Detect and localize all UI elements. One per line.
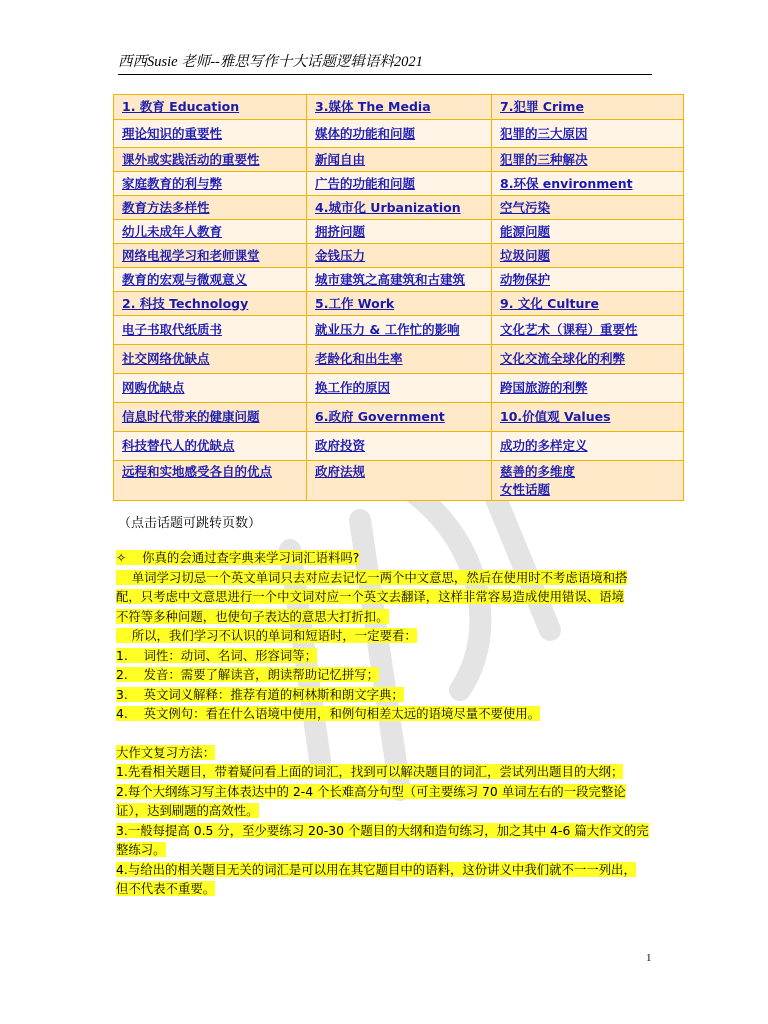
topic-link[interactable] bbox=[492, 172, 684, 196]
topic-label[interactable]: 9. 文化 Culture bbox=[500, 295, 600, 311]
topic-link[interactable] bbox=[307, 148, 492, 172]
paragraph-line: 4.与给出的相关题目无关的词汇是可以用在其它题目中的语料，这份讲义中我们就不一一列出， bbox=[116, 861, 636, 877]
topics-table bbox=[113, 94, 684, 501]
topic-label[interactable]: 慈善的多维度 bbox=[500, 464, 576, 479]
topic-label[interactable]: 犯罪的三种解决 bbox=[500, 151, 588, 167]
topic-link[interactable] bbox=[492, 244, 684, 268]
topic-link[interactable] bbox=[307, 461, 492, 501]
table-row bbox=[114, 403, 684, 432]
topic-link[interactable] bbox=[307, 345, 492, 374]
topic-link[interactable] bbox=[307, 220, 492, 244]
topic-label[interactable]: 家庭教育的利与弊 bbox=[122, 175, 223, 191]
topic-label[interactable]: 3.媒体 The Media bbox=[315, 99, 431, 114]
topic-label[interactable]: 教育的宏观与微观意义 bbox=[122, 271, 248, 287]
topic-label[interactable]: 5.工作 Work bbox=[315, 295, 395, 311]
table-row bbox=[114, 95, 684, 120]
topic-link[interactable] bbox=[492, 95, 684, 120]
table-row bbox=[114, 292, 684, 316]
topic-link[interactable] bbox=[114, 220, 307, 244]
topic-link[interactable] bbox=[307, 432, 492, 461]
topic-link[interactable] bbox=[114, 244, 307, 268]
table-row bbox=[114, 120, 684, 148]
question-line: ✧ 你真的会通过查字典来学习词汇语料吗? bbox=[116, 550, 360, 565]
topic-label[interactable]: 信息时代带来的健康问题 bbox=[122, 409, 260, 424]
topic-label[interactable]: 网购优缺点 bbox=[122, 380, 185, 395]
paragraph-line: 整练习。 bbox=[116, 842, 166, 857]
paragraph-line: 证），达到刷题的高效性。 bbox=[116, 803, 259, 818]
topic-link[interactable] bbox=[114, 316, 307, 345]
topic-label[interactable]: 金钱压力 bbox=[315, 247, 366, 263]
table-row bbox=[114, 374, 684, 403]
topic-label[interactable]: 文化交流全球化的利弊 bbox=[500, 351, 626, 366]
table-row bbox=[114, 196, 684, 220]
paragraph-line: 但不代表不重要。 bbox=[116, 881, 216, 896]
topic-link[interactable] bbox=[114, 148, 307, 172]
topic-label[interactable]: 10.价值观 Values bbox=[500, 409, 611, 424]
topic-link[interactable] bbox=[492, 120, 684, 148]
topic-link[interactable] bbox=[492, 220, 684, 244]
table-row bbox=[114, 244, 684, 268]
topic-link[interactable] bbox=[114, 292, 307, 316]
topic-link[interactable] bbox=[114, 461, 307, 501]
paragraph-line: 不符等多种问题，也使句子表达的意思大打折扣。 bbox=[116, 608, 389, 624]
paragraph-line: 1.先看相关题目，带着疑问看上面的词汇，找到可以解决题目的词汇，尝试列出题目的大纲； bbox=[116, 764, 624, 779]
diamond-bullet-icon: ✧ bbox=[116, 550, 127, 565]
topic-link[interactable] bbox=[114, 120, 307, 148]
topic-label[interactable]: 幼儿未成年人教育 bbox=[122, 223, 223, 239]
topic-label[interactable]: 女性话题 bbox=[500, 482, 551, 497]
topic-link[interactable] bbox=[307, 95, 492, 120]
topic-label[interactable]: 成功的多样定义 bbox=[500, 438, 588, 453]
paragraph-line: 所以，我们学习不认识的单词和短语时，一定要看： bbox=[116, 628, 417, 643]
topic-link[interactable] bbox=[114, 196, 307, 220]
topic-label[interactable]: 能源问题 bbox=[500, 223, 551, 239]
topic-link[interactable] bbox=[307, 120, 492, 148]
topic-label[interactable]: 媒体的功能和问题 bbox=[315, 125, 416, 141]
topic-label[interactable]: 垃圾问题 bbox=[500, 247, 551, 263]
topic-label[interactable]: 教育方法多样性 bbox=[122, 199, 210, 215]
topic-link[interactable] bbox=[307, 196, 492, 220]
table-row bbox=[114, 461, 684, 501]
topic-link[interactable] bbox=[492, 268, 684, 292]
list-item: 2. 发音：需要了解读音，朗读帮助记忆拼写； bbox=[116, 667, 380, 682]
paragraph-line: 配，只考虑中文意思进行一个中文词对应一个英文去翻译，这样非常容易造成使用错误、语境 bbox=[116, 589, 625, 604]
topic-label[interactable]: 2. 科技 Technology bbox=[122, 295, 249, 311]
topic-link[interactable] bbox=[307, 292, 492, 316]
topic-link[interactable] bbox=[114, 172, 307, 196]
topic-label[interactable]: 空气污染 bbox=[500, 199, 551, 215]
paragraph-line: 2.每个大纲练习写主体表达中的 2-4 个长难高分句型（可主要练习 70 单词左右的一段完整论 bbox=[116, 783, 626, 799]
topic-link[interactable] bbox=[114, 95, 307, 120]
topic-label[interactable]: 动物保护 bbox=[500, 271, 551, 287]
topic-link[interactable] bbox=[492, 148, 684, 172]
topic-link[interactable] bbox=[114, 432, 307, 461]
topic-link[interactable] bbox=[307, 172, 492, 196]
paragraph-line: 3.一般每提高 0.5 分，至少要练习 20-30 个题目的大纲和造句练习，加之其中 4-6 篇大作文的完 bbox=[116, 822, 649, 838]
topic-label[interactable]: 犯罪的三大原因 bbox=[500, 125, 588, 141]
topic-link[interactable] bbox=[492, 316, 684, 345]
topic-label[interactable]: 网络电视学习和老师课堂 bbox=[122, 247, 260, 263]
table-row bbox=[114, 268, 684, 292]
document-header: 西西Susie 老师--雅思写作十大话题逻辑语料2021 bbox=[118, 50, 652, 75]
table-row bbox=[114, 148, 684, 172]
topic-label[interactable]: 8.环保 environment bbox=[500, 175, 633, 191]
page-number: 1 bbox=[646, 952, 652, 964]
topic-link[interactable] bbox=[492, 292, 684, 316]
body-text bbox=[116, 548, 656, 899]
topic-link[interactable] bbox=[307, 374, 492, 403]
topic-label[interactable]: 城市建筑之高建筑和古建筑 bbox=[315, 271, 466, 287]
table-row bbox=[114, 316, 684, 345]
topic-link[interactable] bbox=[492, 461, 684, 501]
topic-link[interactable] bbox=[114, 268, 307, 292]
topic-label[interactable]: 远程和实地感受各自的优点 bbox=[122, 464, 273, 479]
topic-label[interactable]: 政府法规 bbox=[315, 464, 366, 479]
list-item: 3. 英文词义解释：推荐有道的柯林斯和朗文字典； bbox=[116, 686, 404, 702]
topic-label[interactable]: 换工作的原因 bbox=[315, 380, 391, 395]
topic-link[interactable] bbox=[114, 345, 307, 374]
topic-link[interactable] bbox=[307, 244, 492, 268]
topic-label[interactable]: 社交网络优缺点 bbox=[122, 351, 210, 366]
topic-label[interactable]: 新闻自由 bbox=[315, 151, 366, 167]
topic-link[interactable] bbox=[307, 403, 492, 432]
topic-link[interactable] bbox=[492, 345, 684, 374]
topic-link[interactable] bbox=[307, 268, 492, 292]
topic-label[interactable]: 老龄化和出生率 bbox=[315, 351, 403, 366]
table-row bbox=[114, 220, 684, 244]
topic-label[interactable]: 理论知识的重要性 bbox=[122, 125, 223, 141]
topic-label[interactable]: 文化艺术（课程）重要性 bbox=[500, 322, 638, 337]
table-row bbox=[114, 432, 684, 461]
topic-label[interactable]: 7.犯罪 Crime bbox=[500, 99, 584, 114]
list-item: 4. 英文例句：看在什么语境中使用，和例句相差太远的语境尽量不要使用。 bbox=[116, 706, 541, 721]
section-title: 大作文复习方法： bbox=[116, 744, 216, 760]
topic-label[interactable]: 政府投资 bbox=[315, 438, 366, 453]
list-item: 1. 词性：动词、名词、形容词等； bbox=[116, 647, 318, 663]
topic-label[interactable]: 广告的功能和问题 bbox=[315, 175, 416, 191]
topic-label[interactable]: 1. 教育 Education bbox=[122, 99, 240, 114]
topic-label[interactable]: 6.政府 Government bbox=[315, 409, 445, 424]
table-note: （点击话题可跳转页数） bbox=[118, 516, 262, 531]
topic-link[interactable] bbox=[307, 316, 492, 345]
table-row bbox=[114, 172, 684, 196]
topic-label[interactable]: 拥挤问题 bbox=[315, 223, 366, 239]
topic-link[interactable] bbox=[492, 432, 684, 461]
topic-label[interactable]: 就业压力 & 工作忙的影响 bbox=[315, 322, 460, 337]
topic-label[interactable]: 电子书取代纸质书 bbox=[122, 322, 223, 337]
topic-label[interactable]: 跨国旅游的利弊 bbox=[500, 380, 588, 395]
topic-link[interactable] bbox=[492, 196, 684, 220]
table-row bbox=[114, 345, 684, 374]
paragraph-line: 单词学习切忌一个英文单词只去对应去记忆一两个中文意思，然后在使用时不考虑语境和搭 bbox=[116, 569, 628, 585]
topic-link[interactable] bbox=[114, 374, 307, 403]
topic-label[interactable]: 课外或实践活动的重要性 bbox=[122, 151, 260, 167]
topic-link[interactable] bbox=[492, 403, 684, 432]
topic-link[interactable] bbox=[492, 374, 684, 403]
topic-link[interactable] bbox=[114, 403, 307, 432]
topic-label[interactable]: 4.城市化 Urbanization bbox=[315, 199, 461, 215]
topic-label[interactable]: 科技替代人的优缺点 bbox=[122, 438, 235, 453]
